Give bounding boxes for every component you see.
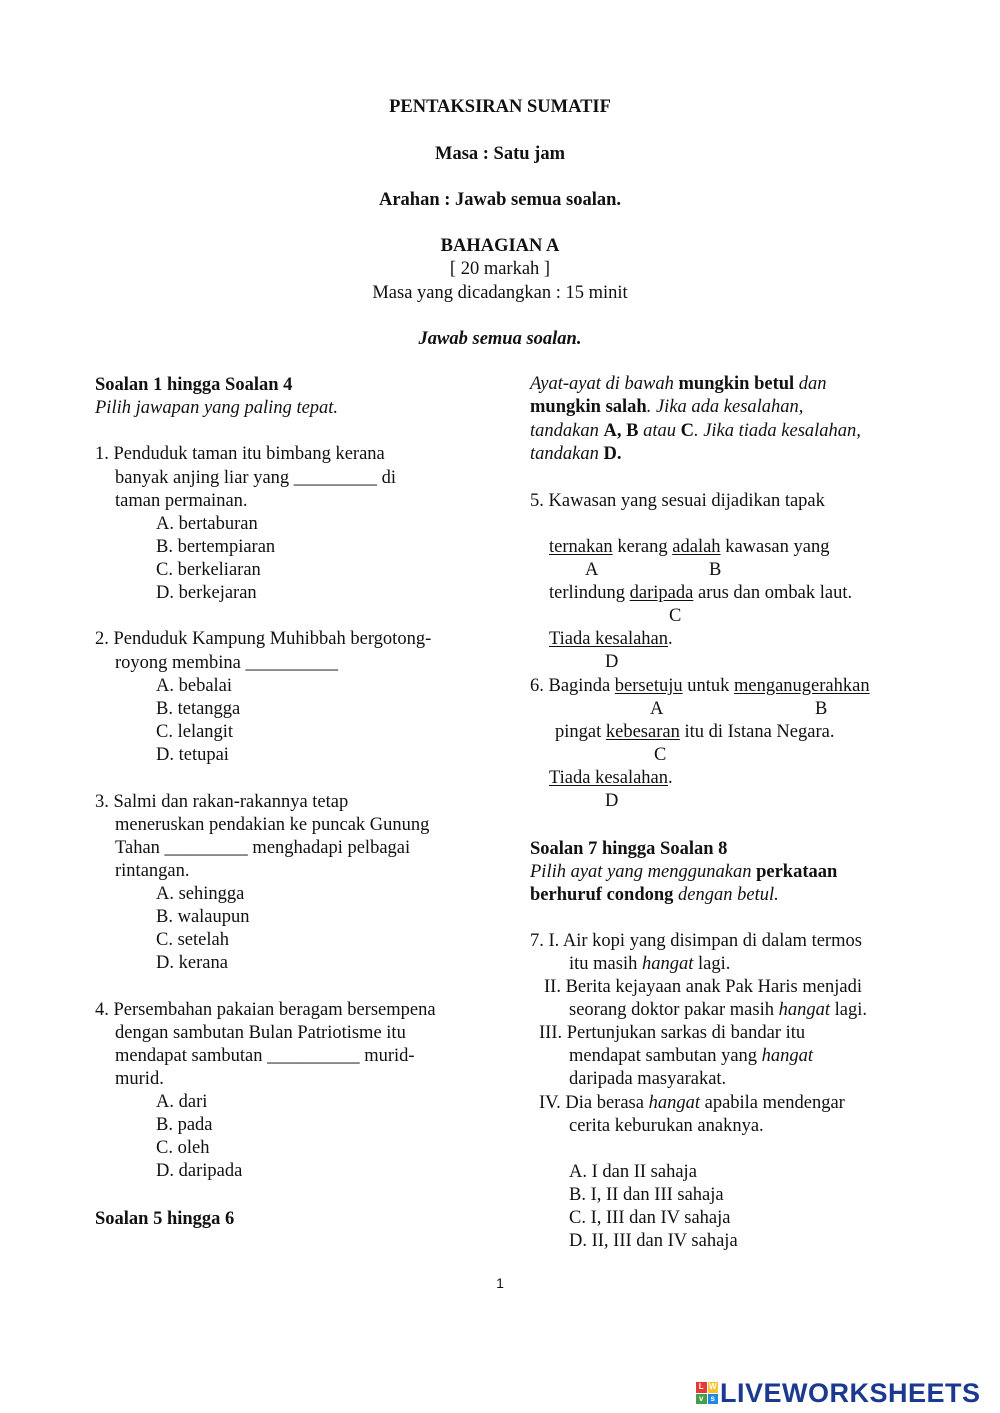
question-text: royong membina __________ [115, 653, 339, 673]
underlined-word-c: daripada [629, 583, 694, 603]
logo-tile: L [696, 1382, 707, 1393]
option-c[interactable]: C [669, 606, 682, 626]
option-c[interactable]: C. oleh [156, 1138, 210, 1158]
option-c[interactable]: C. setelah [156, 930, 229, 950]
underlined-word-c: kebesaran [605, 722, 680, 742]
option-b[interactable]: B [709, 560, 722, 580]
logo-tile: s [708, 1394, 719, 1405]
italic-word: hangat [778, 1000, 830, 1020]
question-text: pingat [555, 722, 606, 742]
question-text: dengan sambutan Bulan Patriotisme itu [115, 1023, 406, 1043]
statement-3-cont [569, 1045, 813, 1068]
option-b[interactable]: B. pada [156, 1115, 213, 1135]
statement-text: lagi. [693, 954, 731, 974]
statement-2-cont [569, 999, 867, 1022]
instruction-text: D. [603, 444, 622, 464]
instruction-text: atau [643, 421, 676, 441]
option-c[interactable]: C. lelangit [156, 722, 234, 742]
italic-word: hangat [761, 1046, 814, 1066]
answer-all-instruction: Jawab semua soalan. [418, 329, 582, 349]
instruction-line [530, 373, 827, 396]
period: . [668, 768, 673, 788]
instruction-text: Pilih ayat yang menggunakan [530, 862, 752, 882]
question-text: rintangan. [115, 861, 190, 881]
statement-text: itu masih [569, 954, 642, 974]
question-text: 3. Salmi dan rakan-rakannya tetap [95, 792, 349, 812]
statement-3-cont: daripada masyarakat. [569, 1069, 727, 1089]
option-a[interactable]: A. sehingga [156, 884, 245, 904]
instruction-line [530, 443, 621, 466]
statement-text: IV. Dia berasa [539, 1093, 649, 1113]
logo-mark-icon [696, 1382, 718, 1404]
question-text: banyak anjing liar yang _________ di [115, 468, 397, 488]
statement-text: seorang doktor pakar masih [569, 1000, 779, 1020]
question-text: terlindung [549, 583, 630, 603]
instruction-text: berhuruf condong [530, 885, 674, 905]
instruction-text: . Jika ada kesalahan, [646, 397, 804, 417]
logo-tile: W [708, 1382, 717, 1391]
statement-text: apabila mendengar [699, 1093, 845, 1113]
instruction-line [530, 420, 861, 443]
section-marks: [ 20 markah ] [449, 259, 551, 279]
instruction-text: dengan betul. [678, 885, 779, 905]
statement-1: 7. I. Air kopi yang disimpan di dalam termos [530, 931, 862, 951]
group-instruction-1-4: Pilih jawapan yang paling tepat. [95, 398, 339, 418]
italic-word: hangat [648, 1093, 700, 1113]
option-d[interactable]: D. daripada [156, 1161, 243, 1181]
question-line [549, 582, 852, 605]
question-text: kawasan yang [720, 537, 830, 557]
question-text: arus dan ombak laut. [693, 583, 853, 603]
option-b[interactable]: B. bertempiaran [156, 537, 276, 557]
option-d[interactable]: D. berkejaran [156, 583, 257, 603]
instruction-text: dan [798, 374, 827, 394]
option-d[interactable]: D. II, III dan IV sahaja [569, 1231, 738, 1251]
option-d[interactable]: D [605, 791, 619, 811]
group-instruction-line [530, 861, 837, 884]
logo-tile: v [696, 1394, 707, 1405]
suggested-time: Masa yang dicadangkan : 15 minit [372, 283, 628, 303]
instruction-text: mungkin salah [530, 397, 647, 417]
question-text: Tahan _________ menghadapi pelbagai [115, 838, 411, 858]
question-text: itu di Istana Negara. [679, 722, 835, 742]
option-a[interactable]: A [650, 699, 664, 719]
option-d[interactable]: D. kerana [156, 953, 228, 973]
statement-4 [539, 1092, 845, 1115]
question-text: meneruskan pendakian ke puncak Gunung [115, 815, 430, 835]
no-error-text: Tiada kesalahan [549, 629, 669, 649]
question-text: untuk [682, 676, 734, 696]
option-c[interactable]: C. I, III dan IV sahaja [569, 1208, 731, 1228]
italic-word: hangat [641, 954, 694, 974]
option-c[interactable]: C [654, 745, 667, 765]
instruction-text: A, B [603, 421, 639, 441]
option-b[interactable]: B. I, II dan III sahaja [569, 1185, 724, 1205]
statement-3: III. Pertunjukan sarkas di bandar itu [539, 1023, 806, 1043]
option-a[interactable]: A. bertaburan [156, 514, 258, 534]
statement-4-cont: cerita keburukan anaknya. [569, 1116, 764, 1136]
logo-text: LIVEWORKSHEETS [720, 1377, 981, 1408]
question-text: murid. [115, 1069, 164, 1089]
statement-1-cont [569, 953, 730, 976]
exam-instruction: Arahan : Jawab semua soalan. [378, 190, 622, 210]
option-c[interactable]: C. berkeliaran [156, 560, 261, 580]
underlined-word-b: adalah [672, 537, 721, 557]
instruction-text: mungkin betul [678, 374, 795, 394]
question-text: 2. Penduduk Kampung Muhibbah bergotong- [95, 629, 432, 649]
option-d[interactable]: D [605, 652, 619, 672]
no-error-line [549, 628, 673, 651]
statement-text: mendapat sambutan yang [569, 1046, 762, 1066]
question-text: 1. Penduduk taman itu bimbang kerana [95, 444, 385, 464]
option-d[interactable]: D. tetupai [156, 745, 229, 765]
instruction-text: Ayat-ayat di bawah [530, 374, 674, 394]
instruction-text: C [680, 421, 694, 441]
option-a[interactable]: A. dari [156, 1092, 208, 1112]
group-instruction-line [530, 884, 779, 907]
option-b[interactable]: B. tetangga [156, 699, 241, 719]
underlined-word-a: bersetuju [614, 676, 683, 696]
page-title: PENTAKSIRAN SUMATIF [389, 97, 611, 117]
option-a[interactable]: A. I dan II sahaja [569, 1162, 697, 1182]
no-error-text: Tiada kesalahan [549, 768, 669, 788]
section-title: BAHAGIAN A [440, 236, 560, 256]
question-text: 5. Kawasan yang sesuai dijadikan tapak [530, 491, 825, 511]
question-line [530, 675, 870, 698]
group-title-5-6: Soalan 5 hingga 6 [95, 1209, 235, 1229]
question-line [555, 721, 834, 744]
question-text: taman permainan. [115, 491, 248, 511]
group-title-1-4: Soalan 1 hingga Soalan 4 [95, 375, 293, 395]
group-title-7-8: Soalan 7 hingga Soalan 8 [530, 839, 728, 859]
instruction-text: perkataan [756, 862, 838, 882]
question-text: 6. Baginda [530, 676, 615, 696]
question-text: 4. Persembahan pakaian beragam bersempena [95, 1000, 436, 1020]
underlined-word-b: menganugerahkan [733, 676, 870, 696]
page-number: 1 [496, 1275, 504, 1291]
question-text: mendapat sambutan __________ murid- [115, 1046, 415, 1066]
instruction-text: . Jika tiada kesalahan, [693, 421, 861, 441]
option-a[interactable]: A [585, 560, 599, 580]
statement-text: lagi. [830, 1000, 867, 1020]
no-error-line [549, 767, 673, 790]
instruction-text: tandakan [530, 444, 599, 464]
question-text: kerang [612, 537, 673, 557]
option-b[interactable]: B [815, 699, 828, 719]
period: . [668, 629, 673, 649]
underlined-word-a: ternakan [549, 537, 613, 557]
exam-duration: Masa : Satu jam [434, 144, 565, 164]
liveworksheets-logo [696, 1378, 981, 1408]
question-line [549, 536, 829, 559]
instruction-line [530, 396, 803, 419]
instruction-text: tandakan [530, 421, 599, 441]
option-a[interactable]: A. bebalai [156, 676, 233, 696]
option-b[interactable]: B. walaupun [156, 907, 250, 927]
statement-2: II. Berita kejayaan anak Pak Haris menjadi [544, 977, 862, 997]
